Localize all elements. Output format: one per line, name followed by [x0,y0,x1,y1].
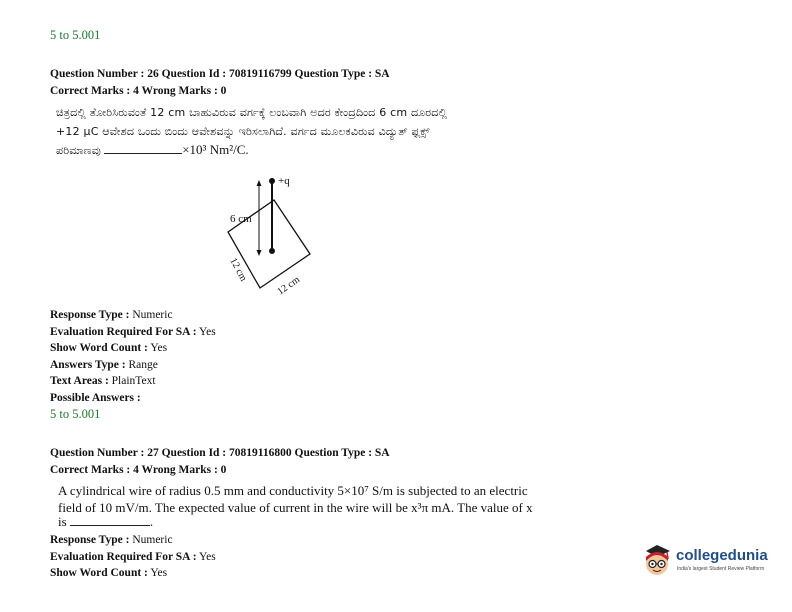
collegedunia-logo[interactable] [640,541,780,581]
question-26-answer: 5 to 5.001 [50,407,101,421]
answer-blank [70,514,150,526]
prop-show-word-count: Show Word Count : Yes [50,342,168,354]
answer-blank [104,142,182,154]
question-26-text-line-3: ಪರಿಮಾಣವು ×10³ Nm²/C. [56,142,249,157]
prop-response-type: Response Type : Numeric [50,309,173,321]
distance-label: 6 cm [230,213,252,225]
prop-response-type: Response Type : Numeric [50,534,173,546]
arrow-head-down [257,250,262,256]
question-27-header: Question Number : 27 Question Id : 70819116800 Question Type : SA [50,447,390,459]
question-27-marks: Correct Marks : 4 Wrong Marks : 0 [50,464,227,476]
prop-evaluation-required: Evaluation Required For SA : Yes [50,325,216,338]
question-26-text-line-2: +12 μC ಆವೇಶದ ಒಂದು ಬಿಂದು ಆವೇಶವನ್ನು ಇರಿಸಲಾಗಿದೆ. ವರ್ಗದ ಮೂಲಕವಿರುವ ವಿದ್ಯುತ್ ಫ್ಲಕ್ಸ್ [56,125,430,138]
square-charge-figure [222,170,332,300]
question-26-text-line-1: ಚಿತ್ರದಲ್ಲಿ ತೋರಿಸಿರುವಂತೆ 12 cm ಬಾಹುವಿರುವ ವರ್ಗಕ್ಕೆ ಲಂಬವಾಗಿ ಅದರ ಕೇಂದ್ರದಿಂದ 6 cm ದೂರದಲ್ಲಿ [56,106,448,119]
prop-evaluation-required: Evaluation Required For SA : Yes [50,550,216,563]
side-label-bottom: 12 cm [275,274,302,298]
prop-show-word-count: Show Word Count : Yes [50,567,168,579]
square-centre [269,248,275,254]
mascot-icon [640,543,674,579]
question-27-text-line-3: is . [58,514,154,529]
side-label-left: 12 cm [227,256,249,284]
q27-properties [50,532,216,582]
previous-answer: 5 to 5.001 [50,28,101,42]
prop-possible-answers: Possible Answers : [50,391,141,404]
charge-label: +q [278,175,290,187]
question-26-header: Question Number : 26 Question Id : 70819116799 Question Type : SA [50,68,390,80]
q26-properties [50,307,216,406]
logo-wordmark: collegedunia [676,547,768,564]
question-27-text-line-1: A cylindrical wire of radius 0.5 mm and conductivity 5×10⁷ S/m is subjected to an electric [58,483,528,498]
question-26-marks: Correct Marks : 4 Wrong Marks : 0 [50,85,227,97]
question-27-text-line-2: field of 10 mV/m. The expected value of current in the wire will be x³π mA. The value of x [58,500,533,515]
prop-answers-type: Answers Type : Range [50,358,158,371]
logo-tagline: India's largest Student Review Platform [677,566,765,572]
point-charge [269,178,275,184]
arrow-head-up [257,180,262,186]
prop-text-areas: Text Areas : PlainText [50,375,156,387]
